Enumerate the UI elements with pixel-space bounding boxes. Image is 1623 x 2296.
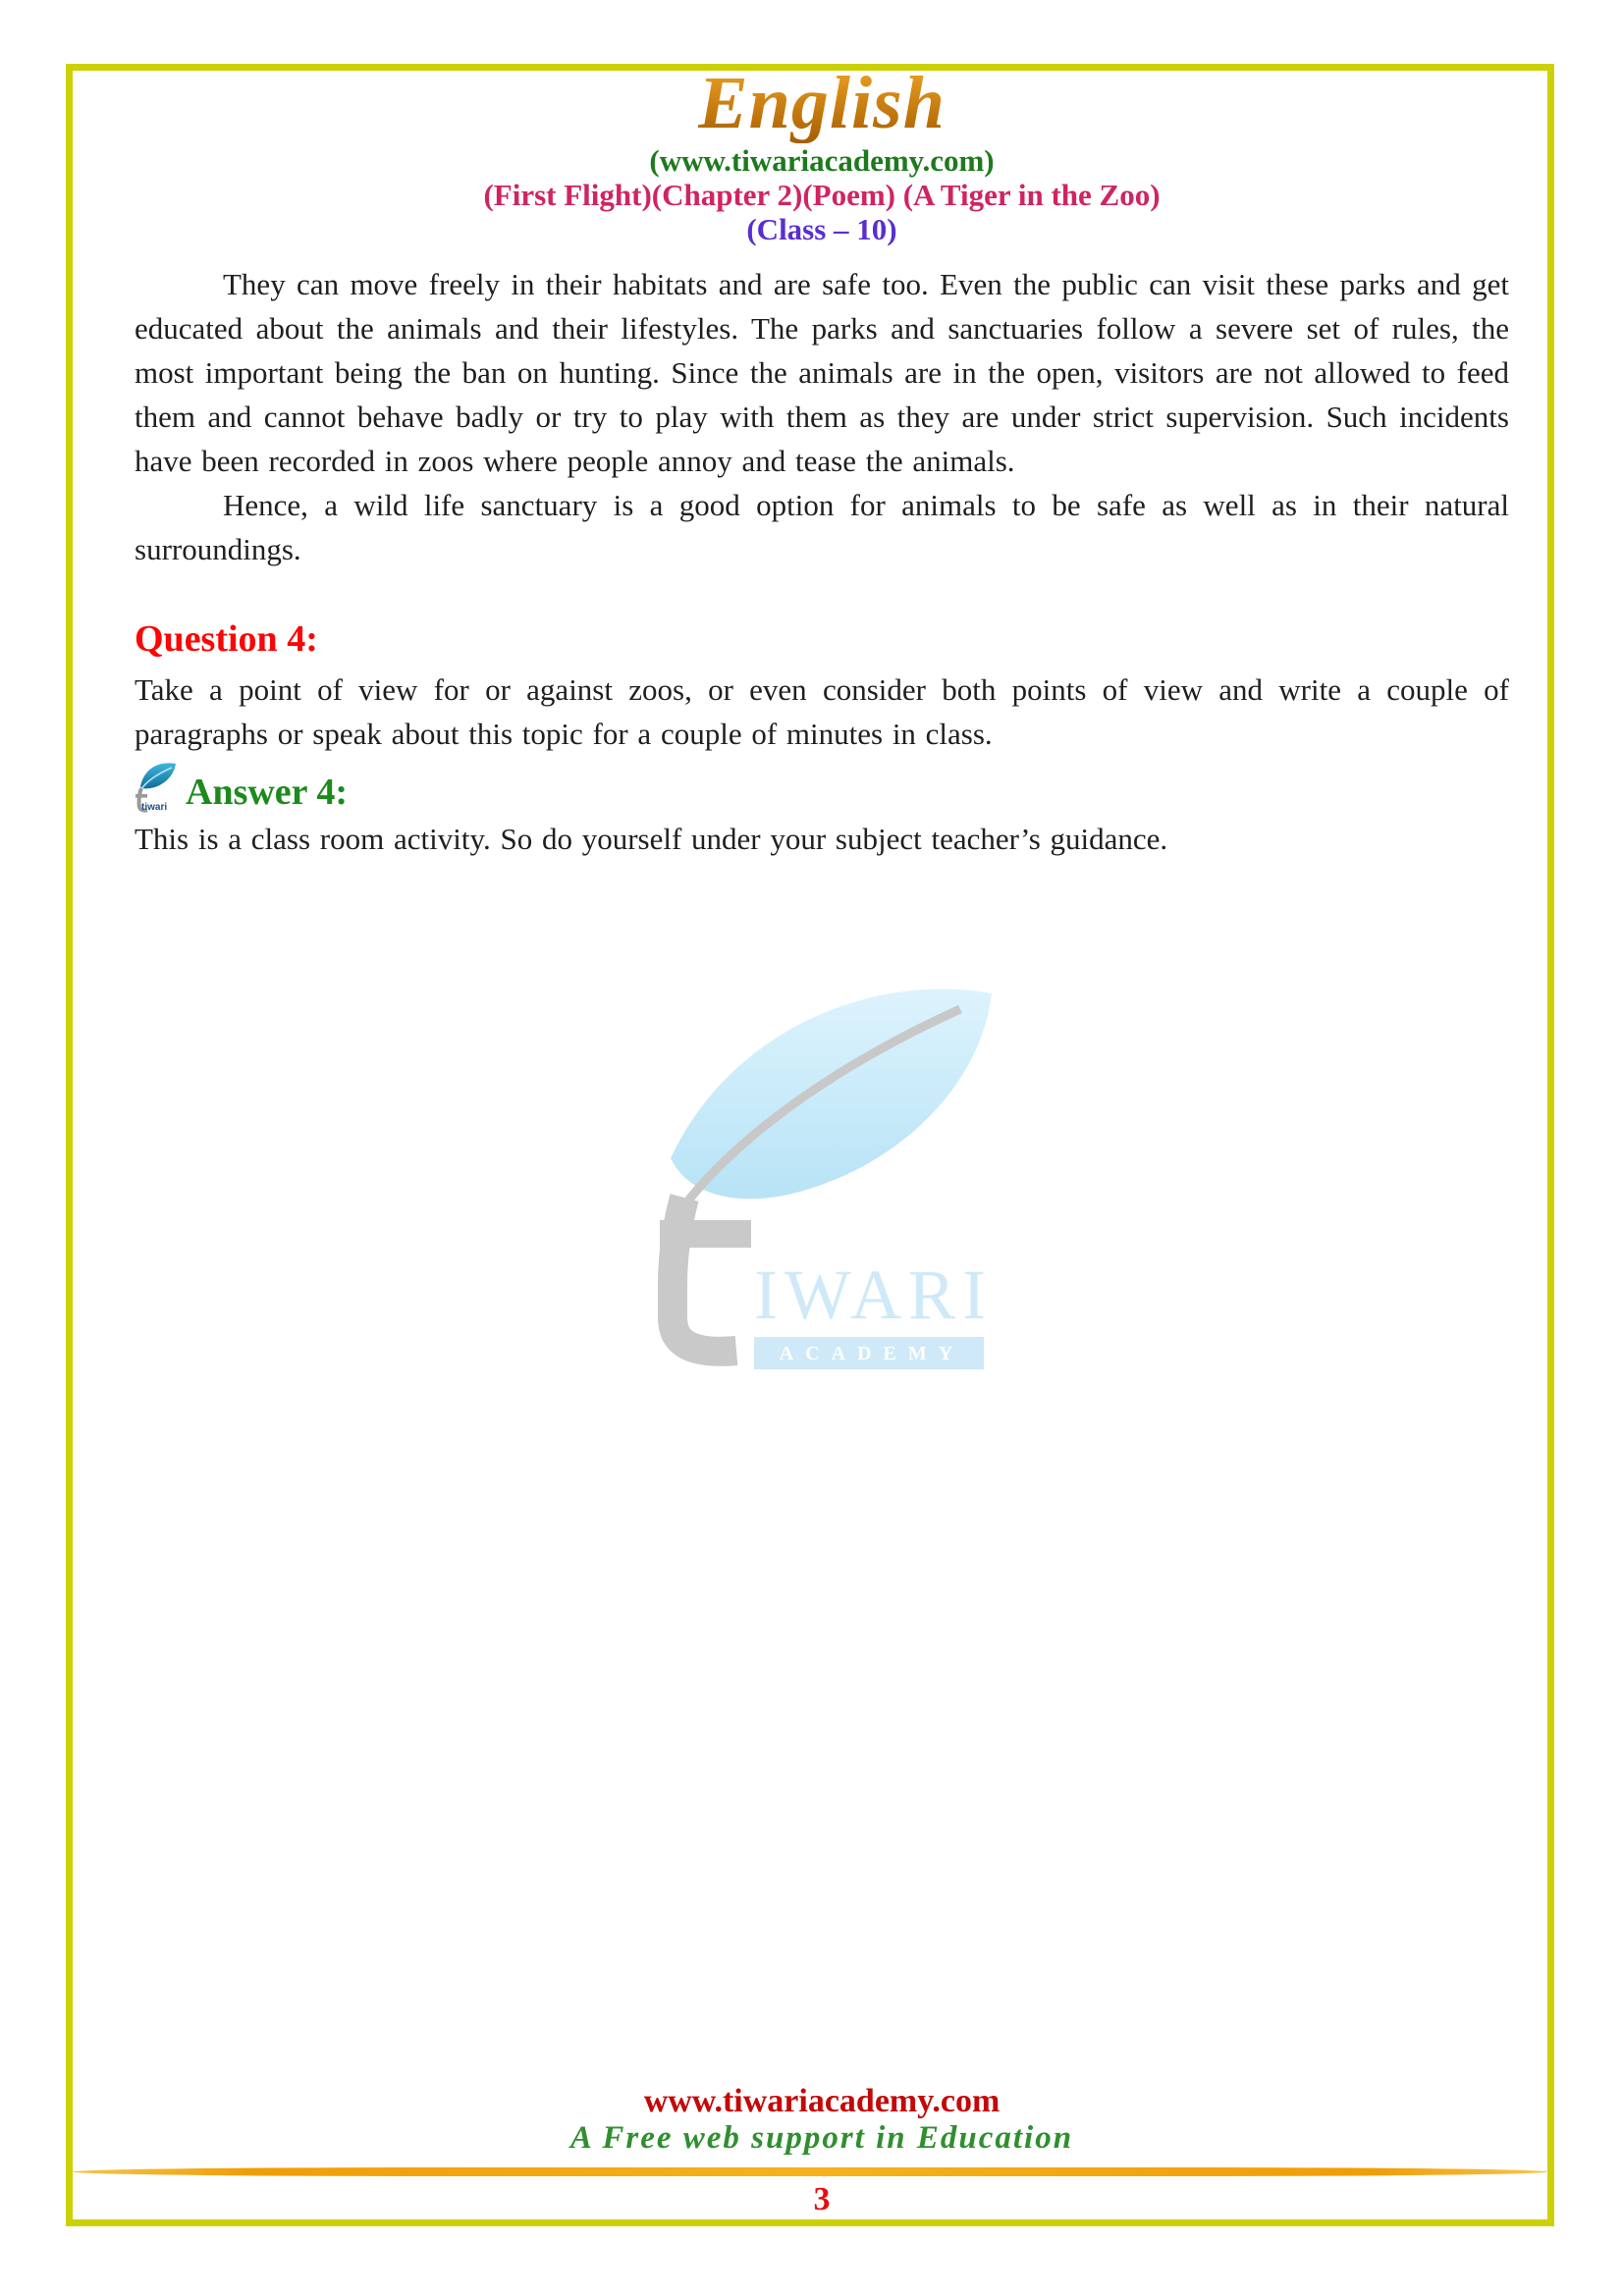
header-chapter-line: (First Flight)(Chapter 2)(Poem) (A Tiger in the Zoo) — [483, 178, 1161, 212]
header-class-line: (Class – 10) — [746, 212, 897, 246]
page-header — [135, 63, 1509, 246]
header-site-link[interactable]: (www.tiwariacademy.com) — [649, 143, 995, 178]
question-4-heading: Question 4: — [135, 618, 318, 660]
tiwari-leaf-mini-icon — [135, 760, 178, 815]
footer-site-link[interactable]: www.tiwariacademy.com — [643, 2083, 1001, 2119]
svg-text:tiwari: tiwari — [141, 802, 168, 813]
tiwari-academy-logo-icon — [135, 760, 178, 815]
watermark-academy-band: ACADEMY — [754, 1337, 984, 1369]
footer-divider-line — [73, 2167, 1547, 2176]
question-4-text: Take a point of view for or against zoos, or even consider both points of view and write a couple of paragraphs or speak about this topic for a couple of minutes in class. — [135, 672, 1509, 751]
paragraph-habitats: They can move freely in their habitats and are safe too. Even the public can visit these parks and get educated about the animals and their lifestyles. The parks and sanctuaries follow a severe set of rules, the most important being the ban on hunting. Since the animals are in the open, visitors are not allowed to feed them and cannot behave badly or try to play with them as they are under strict supervision. Such incidents have been recorded in zoos where people annoy and tease the animals. — [135, 267, 1509, 478]
answer-4-heading-row — [135, 760, 1509, 815]
page-title: English — [697, 62, 947, 144]
watermark-iwari-text: IWARI — [754, 1255, 993, 1334]
page-number: 3 — [813, 2181, 831, 2217]
footer-tagline: A Free web support in Education — [569, 2120, 1074, 2156]
page-content — [135, 63, 1509, 861]
answer-4-heading: Answer 4: — [186, 772, 349, 813]
answer-4-text: This is a class room activity. So do yourself under your subject teacher’s guidance. — [135, 822, 1168, 856]
page-footer — [135, 2083, 1509, 2156]
paragraph-conclusion: Hence, a wild life sanctuary is a good option for animals to be safe as well as in their natural surroundings. — [135, 488, 1509, 566]
